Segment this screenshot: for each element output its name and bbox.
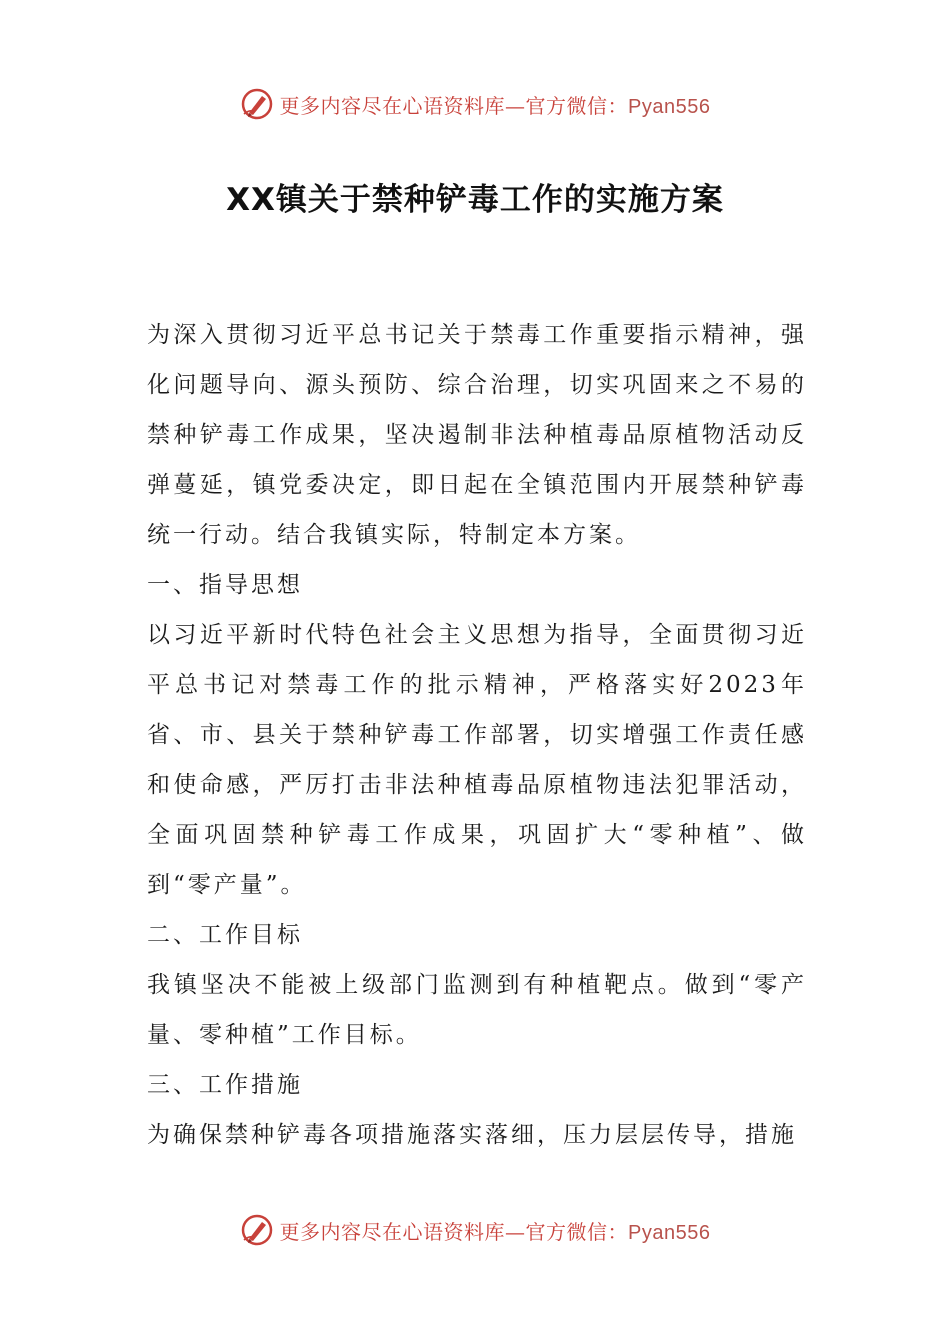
intro-paragraph: 为深入贯彻习近平总书记关于禁毒工作重要指示精神，强化问题导向、源头预防、综合治理，切实巩固来之不易的禁种铲毒工作成果，坚决遏制非法种植毒品原植物活动反弹蔓延，镇党委决定，即日起在全镇范围内开展禁种铲毒统一行动。结合我镇实际，特制定本方案。 <box>147 322 807 548</box>
document-title: XX镇关于禁种铲毒工作的实施方案 <box>226 182 724 218</box>
watermark-banner-top <box>0 84 950 124</box>
watermark-text: 更多内容尽在心语资料库—官方微信：Pyan556 <box>279 93 711 118</box>
pen-in-circle-logo-icon <box>240 87 274 121</box>
document-body <box>147 310 807 1160</box>
wechat-id: Pyan556 <box>628 95 711 118</box>
section-heading-work-goals: 二、工作目标 <box>147 922 303 948</box>
section-heading-guiding-thought: 一、指导思想 <box>147 572 303 598</box>
guiding-thought-paragraph: 以习近平新时代特色社会主义思想为指导，全面贯彻习近平总书记对禁毒工作的批示精神，严格落实好2023年省、市、县关于禁种铲毒工作部署，切实增强工作责任感和使命感，严厉打击非法种植毒品原植物违法犯罪活动，全面巩固禁种铲毒工作成果，巩固扩大“零种植”、做到“零产量”。 <box>147 622 807 898</box>
pen-in-circle-logo-icon <box>240 1213 274 1247</box>
wechat-id: Pyan556 <box>628 1221 711 1244</box>
work-measures-paragraph: 为确保禁种铲毒各项措施落实落细，压力层层传导，措施 <box>147 1122 797 1148</box>
watermark-text: 更多内容尽在心语资料库—官方微信：Pyan556 <box>279 1219 711 1244</box>
work-goals-paragraph: 我镇坚决不能被上级部门监测到有种植靶点。做到“零产量、零种植”工作目标。 <box>147 972 807 1048</box>
watermark-banner-bottom <box>0 1210 950 1250</box>
section-heading-work-measures: 三、工作措施 <box>147 1072 303 1098</box>
